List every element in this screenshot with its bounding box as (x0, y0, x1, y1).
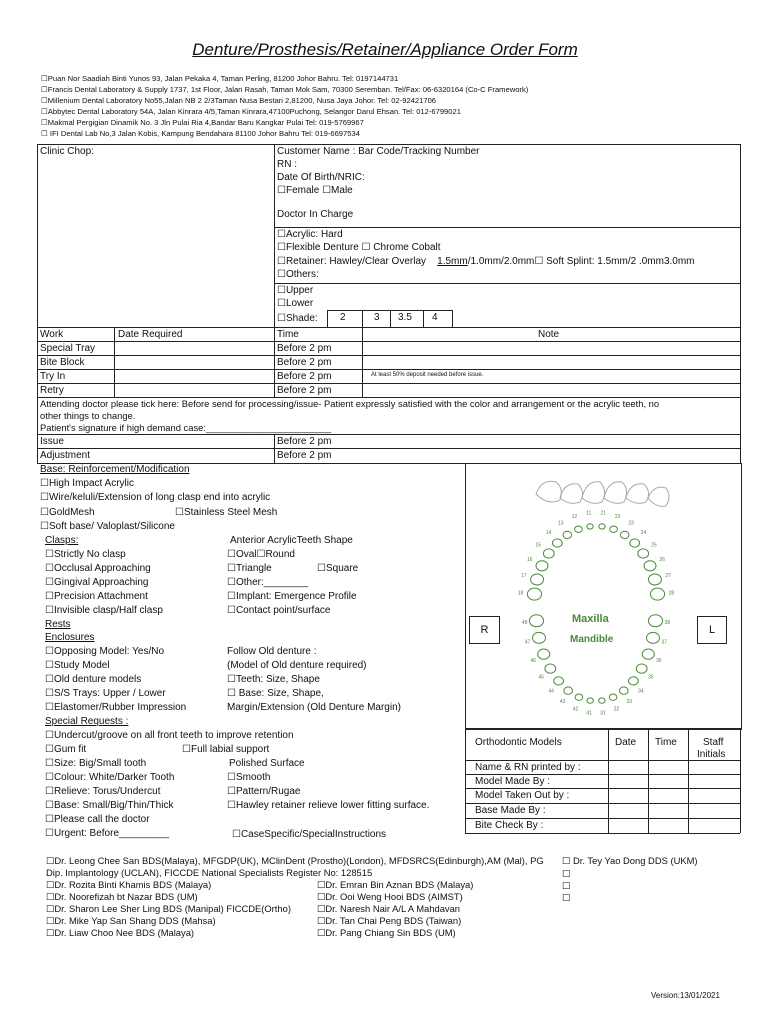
square-checkbox[interactable]: ☐Square (317, 563, 359, 574)
upper-tooth-22[interactable] (610, 526, 618, 532)
high-impact-checkbox[interactable]: ☐High Impact Acrylic (40, 478, 134, 489)
version-label: Version:13/01/2021 (651, 991, 720, 1000)
grid-line (452, 310, 453, 327)
lower-tooth-34[interactable] (629, 677, 639, 685)
grid-line (465, 760, 740, 761)
retainer-options: /1.0mm/2.0mm☐ Soft Splint: 1.5mm/2 .0mm3.0mm (467, 256, 695, 267)
clasps-heading: Clasps: (45, 535, 79, 546)
follow-base-checkbox[interactable]: ☐ Base: Size, Shape, (227, 688, 324, 699)
clasp-option-3[interactable]: ☐Gingival Approaching (45, 577, 149, 588)
left-side-label: L (697, 616, 727, 644)
attending-doctor-note: Attending doctor please tick here: Before send for processing/issue- Patient expressly satisfied with the color and arrangement or the acrylic teeth, no (40, 398, 660, 409)
goldmesh-checkbox[interactable]: ☐GoldMesh (40, 507, 95, 518)
attending-doctor-note-2: other things to change. (40, 410, 136, 421)
grid-line (37, 355, 740, 356)
clasp-option-4[interactable]: ☐Precision Attachment (45, 591, 148, 602)
mandible-label: Mandible (570, 634, 614, 645)
lower-tooth-31[interactable] (599, 698, 605, 703)
doctor-mike[interactable]: ☐Dr. Mike Yap San Shang DDS (Mahsa) (46, 915, 216, 926)
upper-tooth-26[interactable] (644, 561, 656, 571)
doctor-tey[interactable]: ☐ Dr. Tey Yao Dong DDS (UKM) (562, 855, 698, 866)
grid-line (390, 310, 391, 327)
doctor-blank-3[interactable]: ☐ (562, 892, 571, 903)
lower-tooth-number: 48 (521, 620, 528, 627)
clasp-option-5[interactable]: ☐Invisible clasp/Half clasp (45, 605, 163, 616)
upper-tooth-23[interactable] (620, 531, 629, 538)
rn-field[interactable]: RN : (277, 159, 297, 170)
doctor-blank-1[interactable]: ☐ (562, 868, 571, 879)
lower-tooth-32[interactable] (609, 694, 617, 700)
enclosure-option-4[interactable]: ☐S/S Trays: Upper / Lower (45, 688, 166, 699)
tooth-chart-box (465, 463, 742, 730)
time-special-tray: Before 2 pm (277, 343, 332, 354)
upper-tooth-28[interactable] (650, 588, 664, 600)
grid-line (274, 227, 740, 228)
lower-tooth-number: 41 (586, 710, 592, 717)
lower-tooth-48[interactable] (529, 615, 543, 627)
lower-checkbox[interactable]: ☐Lower (277, 298, 314, 309)
upper-tooth-number: 27 (665, 573, 671, 580)
enclosure-option-5[interactable]: ☐Elastomer/Rubber Impression (45, 702, 187, 713)
doctor-rozita[interactable]: ☐Dr. Rozita Binti Khamis BDS (Malaya) (46, 879, 212, 890)
front-teeth-sketch (536, 481, 669, 506)
upper-tooth-15[interactable] (543, 549, 554, 558)
grid-line (37, 383, 740, 384)
upper-tooth-14[interactable] (552, 539, 562, 547)
size-checkbox[interactable]: ☐Size: Big/Small tooth (45, 758, 147, 769)
upper-tooth-number: 22 (614, 513, 621, 520)
enclosure-option-3[interactable]: ☐Old denture models (45, 674, 142, 685)
other-shape-checkbox[interactable]: ☐Other:________ (227, 577, 309, 588)
lower-tooth-number: 31 (600, 710, 606, 717)
lower-tooth-33[interactable] (620, 687, 629, 694)
lower-tooth-44[interactable] (554, 677, 564, 685)
upper-tooth-13[interactable] (563, 531, 572, 538)
clasp-option-1[interactable]: ☐Strictly No clasp (45, 549, 126, 560)
lab-option-2[interactable]: ☐Francis Dental Laboratory & Supply 1737, 1st Floor, Jalan Rasah, Taman Mok Sam, 70300 Seremban. Tel/Fax: 06-6320164 (Co-C Framework) (41, 85, 529, 94)
lower-tooth-45[interactable] (545, 664, 556, 673)
lower-tooth-number: 36 (656, 658, 662, 664)
implant-checkbox[interactable]: ☐Implant: Emergence Profile (227, 591, 357, 602)
ortho-initials-header: Initials (697, 749, 726, 760)
time-try-in: Before 2 pm (277, 371, 332, 382)
grid-line (465, 788, 740, 789)
work-retry[interactable]: Retry (40, 385, 64, 396)
upper-tooth-number: 21 (600, 510, 607, 517)
time-header: Time (277, 329, 299, 340)
lower-tooth-number: 44 (548, 688, 554, 695)
lower-tooth-35[interactable] (636, 664, 647, 673)
contact-point-checkbox[interactable]: ☐Contact point/surface (227, 605, 331, 616)
upper-tooth-number: 26 (659, 556, 665, 563)
upper-tooth-number: 17 (521, 573, 527, 580)
lower-tooth-42[interactable] (575, 694, 583, 700)
grid-line (37, 448, 740, 449)
lower-tooth-number: 35 (648, 674, 654, 681)
ortho-row-model-taken[interactable]: Model Taken Out by : (475, 790, 570, 801)
work-bite-block[interactable]: Bite Block (40, 357, 85, 368)
follow-margin-text: Margin/Extension (Old Denture Margin) (227, 702, 401, 713)
grid-line (465, 774, 740, 775)
upper-tooth-number: 24 (640, 530, 647, 537)
lower-tooth-number: 37 (661, 639, 668, 646)
doctor-pang[interactable]: ☐Dr. Pang Chiang Sin BDS (UM) (317, 927, 456, 938)
grid-line (37, 341, 740, 342)
upper-tooth-21[interactable] (599, 524, 605, 529)
acrylic-checkbox[interactable]: ☐Acrylic: Hard (277, 229, 343, 240)
doctor-blank-2[interactable]: ☐ (562, 880, 571, 891)
hawley-relieve-checkbox[interactable]: ☐Hawley retainer relieve lower fitting surface. (227, 800, 430, 811)
ortho-models-header: Orthodontic Models (475, 737, 562, 748)
upper-tooth-number: 11 (586, 510, 592, 517)
upper-checkbox[interactable]: ☐Upper (277, 285, 314, 296)
time-bite-block: Before 2 pm (277, 357, 332, 368)
grid-line (37, 144, 38, 463)
relieve-checkbox[interactable]: ☐Relieve: Torus/Undercut (45, 786, 161, 797)
work-special-tray[interactable]: Special Tray (40, 343, 96, 354)
grid-line (740, 144, 741, 463)
lower-tooth-36[interactable] (642, 649, 654, 659)
dob-field[interactable]: Date Of Birth/NRIC: (277, 172, 365, 183)
lower-tooth-number: 42 (572, 706, 579, 713)
maxilla-label: Maxilla (572, 613, 609, 625)
doctor-emran[interactable]: ☐Dr. Emran Bin Aznan BDS (Malaya) (317, 879, 474, 890)
note-header: Note (538, 329, 560, 340)
lab-option-1[interactable]: ☐Puan Nor Saadiah Binti Yunos 93, Jalan Pekaka 4, Taman Perling, 81200 Johor Bahru. Tel: 0197144731 (41, 74, 399, 83)
doctor-leong[interactable]: ☐Dr. Leong Chee San BDS(Malaya), MFGDP(UK), MClinDent (Prostho)(London), MFDSRCS(Edinburgh),AM (Mal), PG (46, 855, 544, 866)
upper-tooth-number: 18 (517, 590, 524, 597)
oval-round-checkbox[interactable]: ☐Oval☐Round (227, 549, 295, 560)
polished-surface-label: Polished Surface (229, 758, 305, 769)
upper-tooth-12[interactable] (575, 526, 583, 532)
lower-tooth-number: 43 (559, 699, 566, 706)
follow-old-denture-heading: Follow Old denture : (227, 646, 317, 657)
grid-line (274, 283, 740, 284)
flexible-checkbox[interactable]: ☐Flexible Denture ☐ Chrome Cobalt (277, 242, 441, 253)
follow-old-denture-note: (Model of Old denture required) (227, 660, 367, 671)
upper-tooth-25[interactable] (638, 549, 649, 558)
form-title: Denture/Prosthesis/Retainer/Appliance Order Form (192, 40, 578, 59)
ortho-row-bite-check[interactable]: Bite Check By : (475, 820, 544, 831)
upper-tooth-24[interactable] (630, 539, 640, 547)
shade-4[interactable]: 4 (432, 312, 438, 323)
time-retry: Before 2 pm (277, 385, 332, 396)
grid-line (37, 434, 740, 435)
grid-line (114, 327, 115, 397)
lower-tooth-number: 33 (626, 699, 633, 706)
smooth-checkbox[interactable]: ☐Smooth (227, 772, 271, 783)
ortho-row-base-made[interactable]: Base Made By : (475, 805, 546, 816)
urgent-checkbox[interactable]: ☐Urgent: Before_________ (45, 828, 170, 839)
case-specific-checkbox[interactable]: ☐CaseSpecific/SpecialInstructions (232, 829, 387, 840)
upper-tooth-number: 28 (668, 590, 675, 597)
grid-line (465, 833, 740, 834)
retainer-checkbox[interactable] (277, 256, 695, 267)
lower-tooth-number: 38 (664, 620, 671, 627)
upper-tooth-number: 12 (571, 513, 578, 520)
lower-tooth-41[interactable] (587, 698, 593, 703)
undercut-checkbox[interactable]: ☐Undercut/groove on all front teeth to improve retention (45, 730, 294, 741)
triangle-checkbox[interactable]: ☐Triangle (227, 563, 272, 574)
gum-fit-checkbox[interactable]: ☐Gum fit (45, 744, 87, 755)
special-requests-heading: Special Requests : (45, 716, 129, 727)
retainer-label: ☐Retainer: Hawley/Clear Overlay (277, 256, 427, 267)
grid-line (37, 144, 740, 145)
upper-tooth-number: 15 (535, 542, 541, 549)
others-checkbox[interactable]: ☐Others: (277, 269, 319, 280)
full-labial-checkbox[interactable]: ☐Full labial support (182, 744, 270, 755)
work-header: Work (40, 329, 64, 340)
upper-tooth-number: 25 (651, 542, 657, 549)
doctor-sharon[interactable]: ☐Dr. Sharon Lee Sher Ling BDS (Manipal) FICCDE(Ortho) (46, 903, 291, 914)
upper-tooth-16[interactable] (536, 561, 548, 571)
wire-checkbox[interactable]: ☐Wire/keluli/Extension of long clasp end into acrylic (40, 492, 271, 503)
shade-2[interactable]: 2 (340, 312, 346, 323)
call-doctor-checkbox[interactable]: ☐Please call the doctor (45, 814, 150, 825)
upper-tooth-17[interactable] (531, 574, 544, 585)
deposit-note: At least 50% deposit needed before issue. (371, 372, 484, 378)
shade-checkbox[interactable]: ☐Shade: (277, 313, 318, 324)
work-try-in[interactable]: Try In (40, 371, 66, 382)
time-issue: Before 2 pm (277, 436, 332, 447)
patient-signature-field[interactable]: Patient's signature if high demand case:________________________ (40, 422, 332, 433)
base-heading: Base: Reinforcement/Modification (40, 464, 190, 475)
pattern-checkbox[interactable]: ☐Pattern/Rugae (227, 786, 301, 797)
stainless-mesh-checkbox[interactable]: ☐Stainless Steel Mesh (175, 507, 278, 518)
doctor-tan[interactable]: ☐Dr. Tan Chai Peng BDS (Taiwan) (317, 915, 462, 926)
lower-tooth-46[interactable] (538, 649, 550, 659)
doctor-noorefizah[interactable]: ☐Dr. Noorefizah bt Nazar BDS (UM) (46, 891, 198, 902)
lab-option-3[interactable]: ☐Millenium Dental Laboratory No55,Jalan NB 2 2/3Taman Nusa Bestari 2,81200, Nusa Jaya Johor. Tel: 02-92421706 (41, 96, 437, 105)
time-adjustment: Before 2 pm (277, 450, 332, 461)
shade-3[interactable]: 3 (374, 312, 380, 323)
lower-tooth-number: 45 (538, 674, 544, 681)
customer-name-field[interactable]: Customer Name : Bar Code/Tracking Number (277, 146, 480, 157)
enclosure-option-2[interactable]: ☐Study Model (45, 660, 110, 671)
soft-base-checkbox[interactable]: ☐Soft base/ Valoplast/Silicone (40, 521, 175, 532)
lab-option-5[interactable]: ☐Makmal Pergigian Dinamik No. 3 Jln Pulai Ria 4,Bandar Baru Kangkar Pulai Tel: 019-5769967 (41, 118, 364, 127)
tooth-chart-svg[interactable] (466, 464, 741, 729)
doctor-in-charge-field[interactable]: Doctor In Charge (277, 209, 354, 220)
teeth-shape-heading: Anterior AcrylicTeeth Shape (230, 535, 353, 546)
grid-line (362, 327, 363, 397)
colour-checkbox[interactable]: ☐Colour: White/Darker Tooth (45, 772, 175, 783)
ortho-row-name-printed[interactable]: Name & RN printed by : (475, 762, 581, 773)
follow-teeth-checkbox[interactable]: ☐Teeth: Size, Shape (227, 674, 320, 685)
enclosures-heading: Enclosures (45, 632, 95, 643)
grid-line (740, 728, 741, 833)
upper-tooth-11[interactable] (587, 524, 593, 529)
doctor-liaw[interactable]: ☐Dr. Liaw Choo Nee BDS (Malaya) (46, 927, 195, 938)
work-issue[interactable]: Issue (40, 436, 64, 447)
lab-option-4[interactable]: ☐Abbytec Dental Laboratory 54A, Jalan Kinrara 4/5,Taman Kinrara,47100Puchong, Selangor Darul Ehsan. Tel: 012-6799021 (41, 107, 461, 116)
clasp-option-2[interactable]: ☐Occlusal Approaching (45, 563, 151, 574)
grid-line (465, 728, 740, 729)
retainer-thickness: 1.5mm (437, 256, 468, 267)
clinic-chop-label: Clinic Chop: (40, 146, 94, 157)
base-size-checkbox[interactable]: ☐Base: Small/Big/Thin/Thick (45, 800, 174, 811)
grid-line (362, 310, 363, 327)
ortho-date-header: Date (615, 737, 637, 748)
grid-line (465, 818, 740, 819)
lower-tooth-number: 47 (524, 639, 531, 646)
right-side-label: R (469, 616, 500, 644)
ortho-staff-header: Staff (703, 737, 724, 748)
work-adjustment[interactable]: Adjustment (40, 450, 91, 461)
doctor-naresh[interactable]: ☐Dr. Naresh Nair A/L A Mahdavan (317, 903, 461, 914)
lower-tooth-47[interactable] (533, 632, 546, 643)
lower-tooth-number: 34 (638, 688, 644, 695)
upper-tooth-18[interactable] (527, 588, 541, 600)
enclosure-option-1[interactable]: ☐Opposing Model: Yes/No (45, 646, 165, 657)
upper-tooth-number: 14 (545, 530, 552, 537)
grid-line (465, 803, 740, 804)
shade-3-5[interactable]: 3.5 (398, 312, 412, 323)
doctor-ooi[interactable]: ☐Dr. Ooi Weng Hooi BDS (AIMST) (317, 891, 463, 902)
gender-checkboxes[interactable]: ☐Female ☐Male (277, 185, 353, 196)
upper-tooth-number: 23 (628, 520, 634, 527)
upper-tooth-number: 16 (527, 556, 533, 563)
lower-tooth-37[interactable] (647, 632, 660, 643)
grid-line (37, 369, 740, 370)
date-required-header: Date Required (118, 329, 183, 340)
ortho-time-header: Time (655, 737, 677, 748)
upper-tooth-number: 13 (558, 520, 564, 527)
grid-line (327, 310, 328, 327)
grid-line (423, 310, 424, 327)
grid-line (274, 144, 275, 327)
lower-tooth-number: 46 (530, 658, 536, 664)
lab-option-6[interactable]: ☐ IFI Dental Lab No,3 Jalan Kobis, Kampung Bendahara 81100 Johor Bahru Tel: 019-6697534 (41, 129, 360, 138)
upper-tooth-27[interactable] (648, 574, 661, 585)
lower-tooth-number: 32 (613, 706, 620, 713)
lower-tooth-38[interactable] (648, 615, 662, 627)
doctor-leong-details: Dip. Implantology (UCLAN), FICCDE National Specialists Register No: 128515 (46, 867, 373, 878)
ortho-row-model-made[interactable]: Model Made By : (475, 776, 551, 787)
grid-line (37, 327, 740, 328)
lower-tooth-43[interactable] (564, 687, 573, 694)
rests-heading: Rests (45, 619, 71, 630)
grid-line (274, 327, 275, 397)
